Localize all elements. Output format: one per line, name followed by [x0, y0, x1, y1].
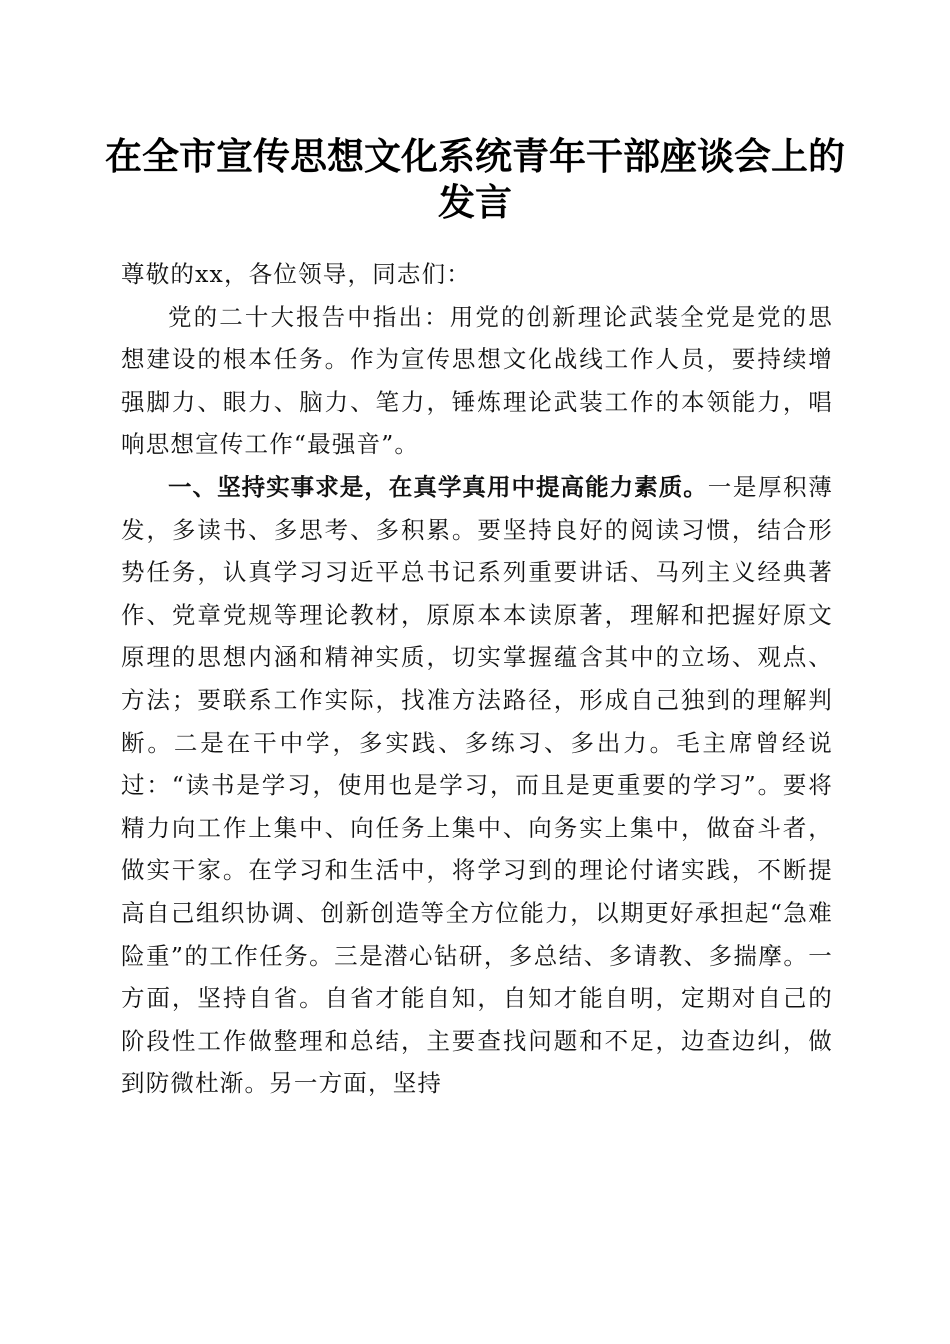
- section-one-text: 一是厚积薄发，多读书、多思考、多积累。要坚持良好的阅读习惯，结合形势任务，认真学习习近平总书记系列重要讲话、马列主义经典著作、党章党规等理论教材，原原本本读原著，理解和把握好原文原理的思想内涵和精神实质，切实掌握蕴含其中的立场、观点、方法；要联系工作实际，找准方法路径，形成自己独到的理解判断。二是在干中学，多实践、多练习、多出力。毛主席曾经说过：“读书是学习，使用也是学习，而且是更重要的学习”。要将精力向工作上集中、向任务上集中、向务实上集中，做奋斗者，做实干家。在学习和生活中，将学习到的理论付诸实践，不断提高自己组织协调、创新创造等全方位能力，以期更好承担起“急难险重”的工作任务。三是潜心钻研，多总结、多请教、多揣摩。一方面，坚持自省。自省才能自知，自知才能自明，定期对自己的阶段性工作做整理和总结，主要查找问题和不足，边查边纠，做到防微杜渐。另一方面，坚持: [121, 472, 834, 1098]
- intro-paragraph: [121, 296, 833, 466]
- intro-paragraph-text: 党的二十大报告中指出：用党的创新理论武装全党是党的思想建设的根本任务。作为宣传思想文化战线工作人员，要持续增强脚力、眼力、脑力、笔力，锤炼理论武装工作的本领能力，唱响思想宣传工作“最强音”。: [121, 302, 833, 459]
- document-title: 在全市宣传思想文化系统青年干部座谈会上的发言: [105, 134, 845, 224]
- salutation: 尊敬的xx，各位领导，同志们：: [121, 260, 472, 288]
- document-body: [121, 253, 833, 1105]
- section-one-heading: 一、坚持实事求是，在真学真用中提高能力素质。: [168, 472, 708, 501]
- section-one-paragraph: [121, 466, 833, 1105]
